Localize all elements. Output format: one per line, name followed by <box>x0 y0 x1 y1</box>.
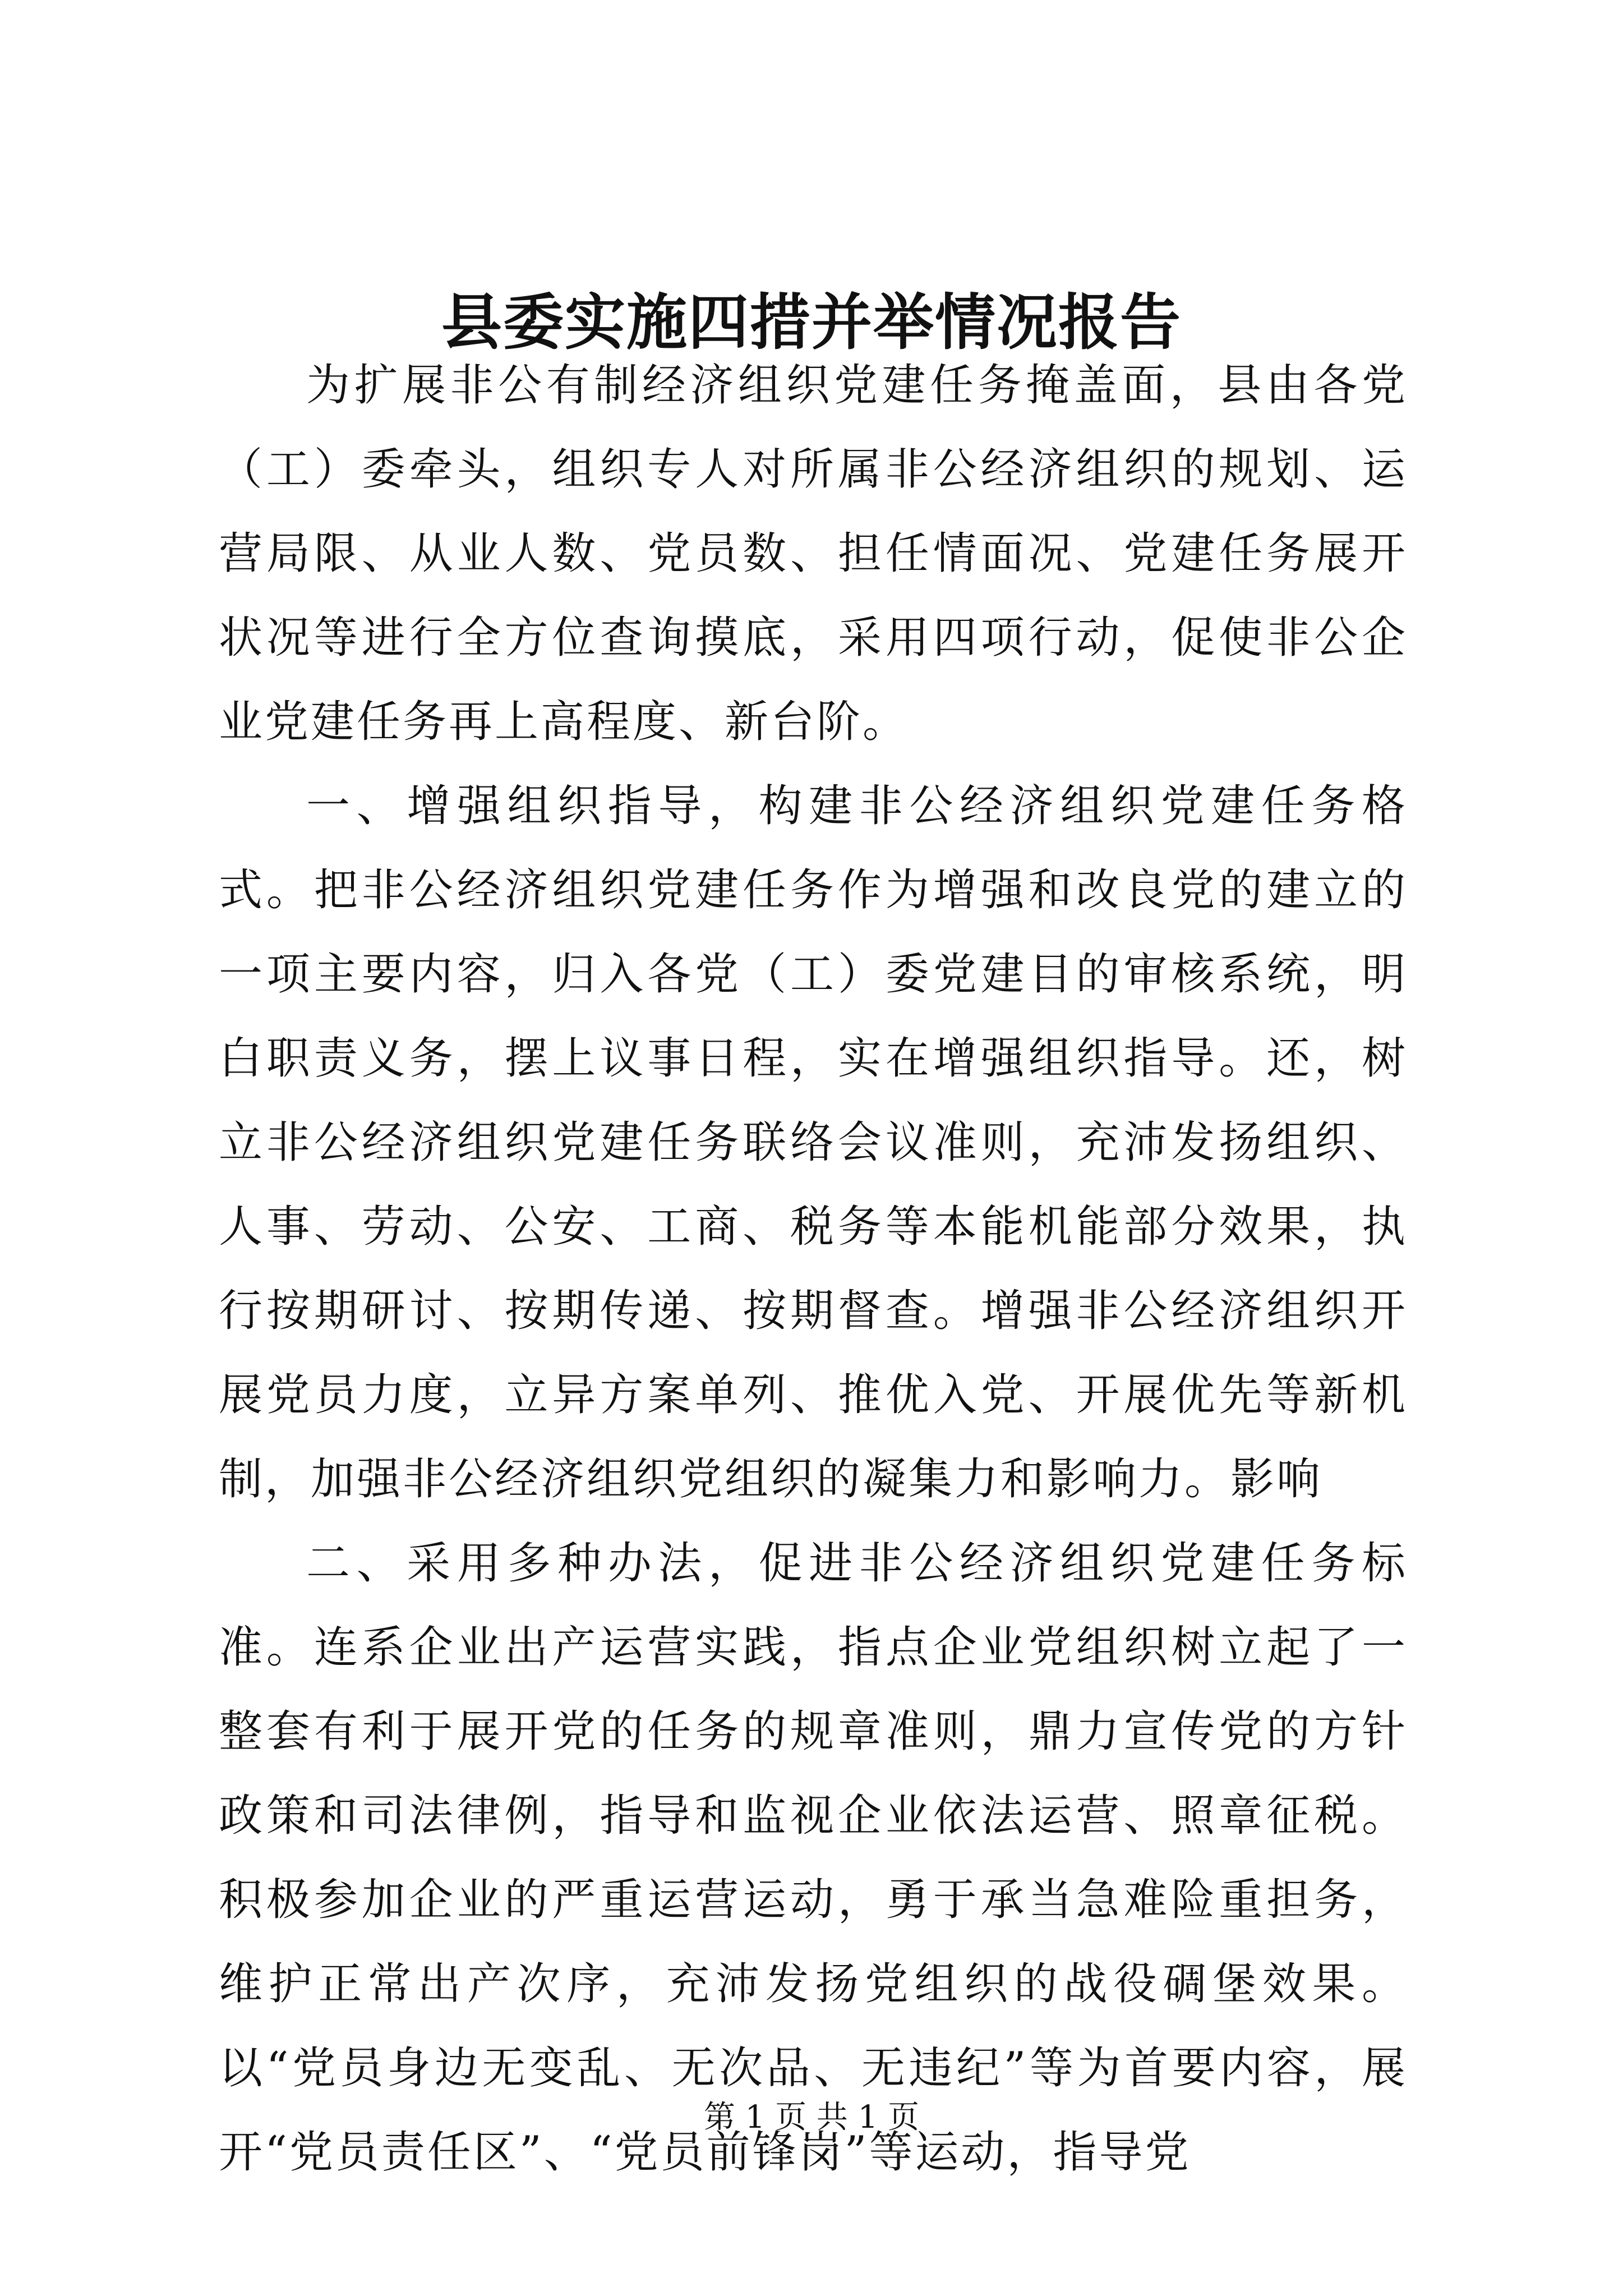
paragraph-intro: 为扩展非公有制经济组织党建任务掩盖面，县由各党（工）委牵头，组织专人对所属非公经济组织的规划、运营局限、从业人数、党员数、担任情面况、党建任务展开状况等进行全方位查询摸底，采用四项行动，促使非公企业党建任务再上高程度、新台阶。 <box>219 360 1408 747</box>
paragraph-section-one: 一、增强组织指导，构建非公经济组织党建任务格式。把非公经济组织党建任务作为增强和改良党的建立的一项主要内容，归入各党（工）委党建目的审核系统，明白职责义务，摆上议事日程，实在增强组织指导。还，树立非公经济组织党建任务联络会议准则，充沛发扬组织、人事、劳动、公安、工商、税务等本能机能部分效果，执行按期研讨、按期传递、按期督查。增强非公经济组织开展党员力度，立异方案单列、推优入党、开展优先等新机制，加强非公经济组织党组织的凝集力和影响力。影响 <box>219 781 1408 1504</box>
document-body <box>219 343 1408 2194</box>
paragraph-section-two: 二、采用多种办法，促进非公经济组织党建任务标准。连系企业出产运营实践，指点企业党组织树立起了一整套有利于展开党的任务的规章准则，鼎力宣传党的方针政策和司法律例，指导和监视企业依法运营、照章征税。积极参加企业的严重运营运动，勇于承当急难险重担务，维护正常出产次序，充沛发扬党组织的战役碉堡效果。以“党员身边无变乱、无次品、无违纪”等为首要内容，展开“党员责任区”、“党员前锋岗”等运动，指导党 <box>219 1538 1408 2178</box>
document-title: 县委实施四措并举情况报告 <box>441 287 1182 358</box>
page-footer: 第 1 页 共 1 页 <box>703 2099 920 2136</box>
